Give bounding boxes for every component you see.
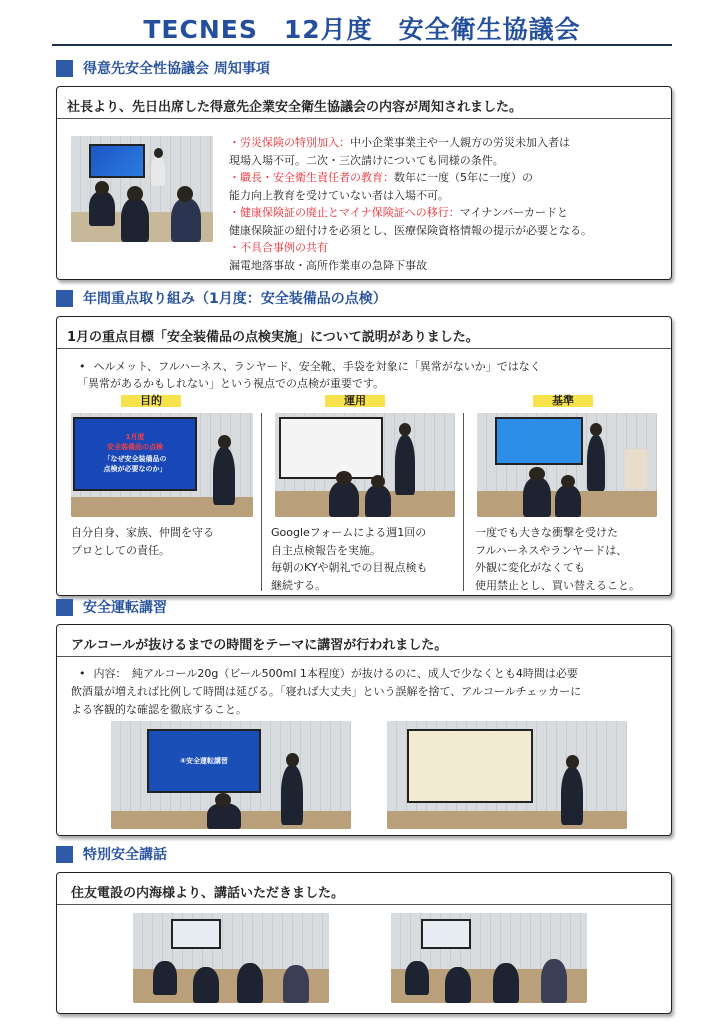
- presentation-screen: 1月度 安全装備品の点検 「なぜ安全装備品の 点検が必要なのか」: [73, 417, 197, 491]
- section-heading-4: [56, 843, 167, 865]
- divider: [57, 348, 671, 349]
- list-item: ・健康保険証の廃止とマイナ保険証への移行：マイナンバーカードと: [229, 206, 569, 219]
- list-item: 能力向上教育を受けていない者は入場不可。: [229, 188, 449, 202]
- section1-box: [56, 86, 672, 280]
- title-divider: [52, 44, 672, 46]
- special-talk-photo-1: [133, 913, 329, 1003]
- section-heading-3: [56, 596, 167, 618]
- column-divider: [261, 413, 262, 591]
- divider: [57, 904, 671, 905]
- purpose-caption: 自分自身、家族、仲間を守る プロとしての責任。: [71, 526, 214, 557]
- page-title: TECNES 12月度 安全衛生協議会: [143, 15, 581, 44]
- section-marker-icon: [56, 290, 73, 307]
- section4-box: [56, 872, 672, 1014]
- section-heading-text: 得意先安全性協議会 周知事項: [83, 61, 270, 77]
- content-line: よる客観的な確認を徹底すること。: [71, 703, 247, 716]
- content-line: 飲酒量が増えれば比例して時間は延びる。「寝れば大丈夫」という誤解を捨て、アルコールチェッカーに: [71, 685, 582, 698]
- section1-lead: 社長より、先日出席した得意先企業安全衛生協議会の内容が周知されました。: [67, 100, 523, 115]
- column-divider: [463, 413, 464, 591]
- section2-box: [56, 316, 672, 596]
- operation-caption: Googleフォームによる週1回の 自主点検報告を実施。 毎朝のKYや朝礼での目視点検も 継続する。: [271, 526, 428, 592]
- content-line: • 内容： 純アルコール20g（ビール500ml 1本程度）が抜けるのに、成人で少なくとも4時間は必要: [79, 667, 578, 680]
- section-heading-1: [56, 57, 270, 79]
- list-item: ・労災保険の特別加入：中小企業事業主や一人親方の労災未加入者は: [229, 136, 570, 149]
- section-heading-text: 特別安全講話: [83, 847, 167, 863]
- section-marker-icon: [56, 60, 73, 77]
- section-heading-text: 安全運転講習: [83, 600, 167, 616]
- special-talk-photo-2: [391, 913, 587, 1003]
- list-item: ・不具合事例の共有: [229, 241, 328, 254]
- list-item: 漏電地落事故・高所作業車の急降下事故: [229, 258, 427, 272]
- section-heading-2: [56, 287, 387, 309]
- standard-photo: [477, 413, 657, 517]
- bullet-line: • ヘルメット、フルハーネス、ランヤード、安全靴、手袋を対象に「異常がないか」ではなく: [79, 360, 541, 373]
- column-label-standard: 基準: [533, 395, 593, 407]
- column-label-purpose: 目的: [121, 395, 181, 407]
- purpose-photo: [71, 413, 253, 517]
- driving-lecture-photo-1: [111, 721, 351, 829]
- section3-lead: アルコールが抜けるまでの時間をテーマに講習が行われました。: [71, 638, 448, 653]
- section2-lead: 1月の重点目標「安全装備品の点検実施」について説明がありました。: [67, 330, 479, 345]
- screen-caption: ④安全運転講習: [180, 757, 228, 765]
- bullet-line: 「異常があるかもしれない」という視点での点検が重要です。: [77, 377, 385, 390]
- list-item: 現場入場不可。二次・三次請けについても同様の条件。: [229, 153, 504, 167]
- driving-lecture-photo-2: [387, 721, 627, 829]
- column-label-operation: 運用: [325, 395, 385, 407]
- section-marker-icon: [56, 846, 73, 863]
- standard-caption: 一度でも大きな衝撃を受けた フルハーネスやランヤードは、 外観に変化がなくても 使用禁止とし、買い替えること。: [475, 526, 640, 592]
- list-item: 健康保険証の紐付けを必須とし、医療保険資格情報の提示が必要となる。: [229, 223, 592, 237]
- operation-photo: [275, 413, 455, 517]
- section-heading-text: 年間重点取り組み（1月度：安全装備品の点検）: [83, 291, 387, 307]
- section4-lead: 住友電設の内海様より、講話いただきました。: [71, 886, 345, 901]
- list-item: ・職長・安全衛生責任者の教育：数年に一度（5年に一度）の: [229, 171, 533, 184]
- meeting-photo: [71, 136, 213, 242]
- divider: [57, 118, 671, 119]
- section-marker-icon: [56, 599, 73, 616]
- divider: [57, 656, 671, 657]
- section3-box: [56, 624, 672, 836]
